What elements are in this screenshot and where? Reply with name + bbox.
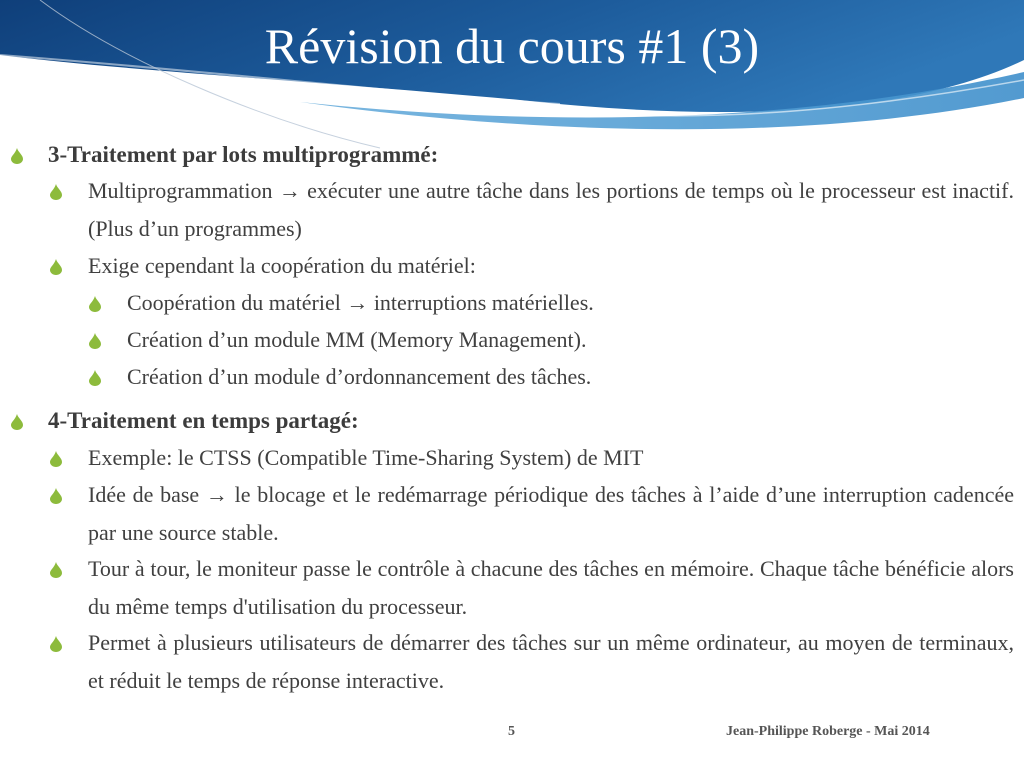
flame-bullet-icon — [50, 184, 62, 200]
flame-bullet-icon — [11, 414, 23, 430]
list-subitem: Coopération du matériel → interruptions matérielles. — [127, 284, 1007, 322]
flame-bullet-icon — [89, 296, 101, 312]
flame-bullet-icon — [89, 370, 101, 386]
list-item: Exemple: le CTSS (Compatible Time-Sharing System) de MIT — [88, 439, 1014, 477]
flame-bullet-icon — [50, 451, 62, 467]
flame-bullet-icon — [50, 562, 62, 578]
flame-bullet-icon — [11, 148, 23, 164]
flame-bullet-icon — [89, 333, 101, 349]
footer-author-date: Jean-Philippe Roberge - Mai 2014 — [726, 724, 930, 739]
page-number: 5 — [508, 724, 515, 739]
list-item: Permet à plusieurs utilisateurs de démarrer des tâches sur un même ordinateur, au moyen de terminaux, et réduit le temps de réponse interactive. — [88, 624, 1014, 699]
flame-bullet-icon — [50, 259, 62, 275]
section-heading-batch: 3-Traitement par lots multiprogrammé: — [48, 136, 1008, 174]
list-item: Exige cependant la coopération du matériel: — [88, 247, 1014, 285]
flame-bullet-icon — [50, 636, 62, 652]
list-subitem: Création d’un module MM (Memory Management). — [127, 321, 1007, 359]
flame-bullet-icon — [50, 488, 62, 504]
list-item: Multiprogrammation → exécuter une autre tâche dans les portions de temps où le processeur est inactif. (Plus d’un programmes) — [88, 172, 1014, 247]
slide-title: Révision du cours #1 (3) — [264, 18, 760, 74]
list-item: Tour à tour, le moniteur passe le contrôle à chacune des tâches en mémoire. Chaque tâche bénéficie alors du même temps d'utilisation du processeur. — [88, 550, 1014, 625]
section-heading-timesharing: 4-Traitement en temps partagé: — [48, 402, 1008, 440]
list-subitem: Création d’un module d’ordonnancement des tâches. — [127, 358, 1007, 396]
list-item: Idée de base → le blocage et le redémarrage périodique des tâches à l’aide d’une interruption cadencée par une source stable. — [88, 476, 1014, 551]
